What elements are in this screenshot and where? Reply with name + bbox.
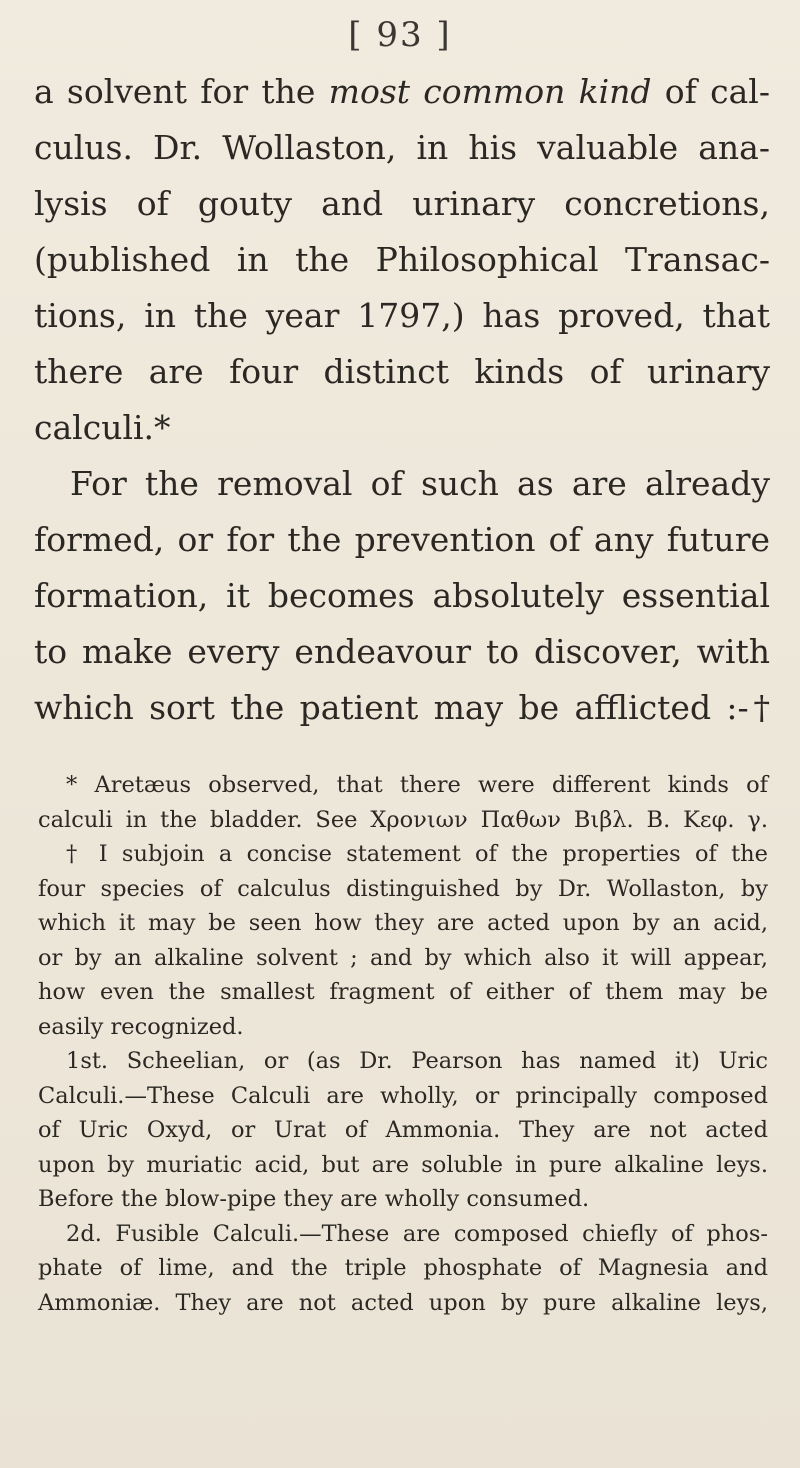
body-line-9: formed, or for the prevention of any future bbox=[34, 520, 770, 559]
footnote-line-6: or by an alkaline solvent ; and by which also it will appear, bbox=[38, 944, 768, 971]
body-line-8: For the removal of such as are already bbox=[70, 464, 770, 503]
body-line-11: to make every endeavour to discover, with bbox=[34, 632, 770, 671]
footnote-line-7: how even the smallest fragment of either of them may be bbox=[38, 979, 768, 1005]
page-number: [ 93 ] bbox=[348, 15, 452, 55]
body-line-6: there are four distinct kinds of urinary bbox=[34, 352, 770, 391]
body-line-1: a solvent for the most common kind of cal- bbox=[34, 72, 771, 111]
footnote-line-11: of Uric Oxyd, or Urat of Ammonia. They are not acted bbox=[38, 1117, 768, 1143]
body-text bbox=[34, 64, 770, 736]
footnote-line-10: Calculi.—These Calculi are wholly, or principally composed bbox=[38, 1082, 768, 1109]
body-line-10: formation, it becomes absolutely essential bbox=[34, 576, 770, 615]
footnote-line-9: 1st. Scheelian, or (as Dr. Pearson has named it) Uric bbox=[66, 1048, 768, 1074]
body-line-2: culus. Dr. Wollaston, in his valuable ana- bbox=[34, 128, 770, 167]
footnote-line-16: Ammoniæ. They are not acted upon by pure alkaline leys, bbox=[38, 1289, 768, 1316]
footnote-line-4: four species of calculus distinguished by Dr. Wollaston, by bbox=[38, 875, 768, 902]
body-line-5: tions, in the year 1797,) has proved, that bbox=[34, 296, 770, 335]
footnote-line-13: Before the blow-pipe they are wholly consumed. bbox=[38, 1186, 590, 1212]
footnote-line-1: * Aretæus observed, that there were different kinds of bbox=[66, 772, 768, 798]
body-line-4: (published in the Philosophical Transac- bbox=[34, 240, 770, 279]
footnote-line-5: which it may be seen how they are acted upon by an acid, bbox=[38, 910, 768, 936]
footnote-line-14: 2d. Fusible Calculi.—These are composed chiefly of phos- bbox=[66, 1220, 768, 1247]
body-emphasis: most common kind bbox=[328, 72, 652, 111]
body-line-12: which sort the patient may be afflicted :-† bbox=[34, 688, 770, 727]
footnote-line-8: easily recognized. bbox=[38, 1013, 244, 1040]
footnote-line-3: † I subjoin a concise statement of the properties of the bbox=[66, 841, 768, 867]
body-line-3: lysis of gouty and urinary concretions, bbox=[34, 184, 770, 223]
footnote-line-12: upon by muriatic acid, but are soluble in pure alkaline leys. bbox=[38, 1151, 768, 1178]
footnote-line-2: calculi in the bladder. See Χρονιων Παθων Βιβλ. Β. Κεφ. γ. bbox=[38, 806, 768, 833]
footnote-line-15: phate of lime, and the triple phosphate of Magnesia and bbox=[38, 1255, 768, 1281]
body-line-7: calculi.* bbox=[34, 408, 171, 447]
footnotes bbox=[38, 768, 768, 1320]
